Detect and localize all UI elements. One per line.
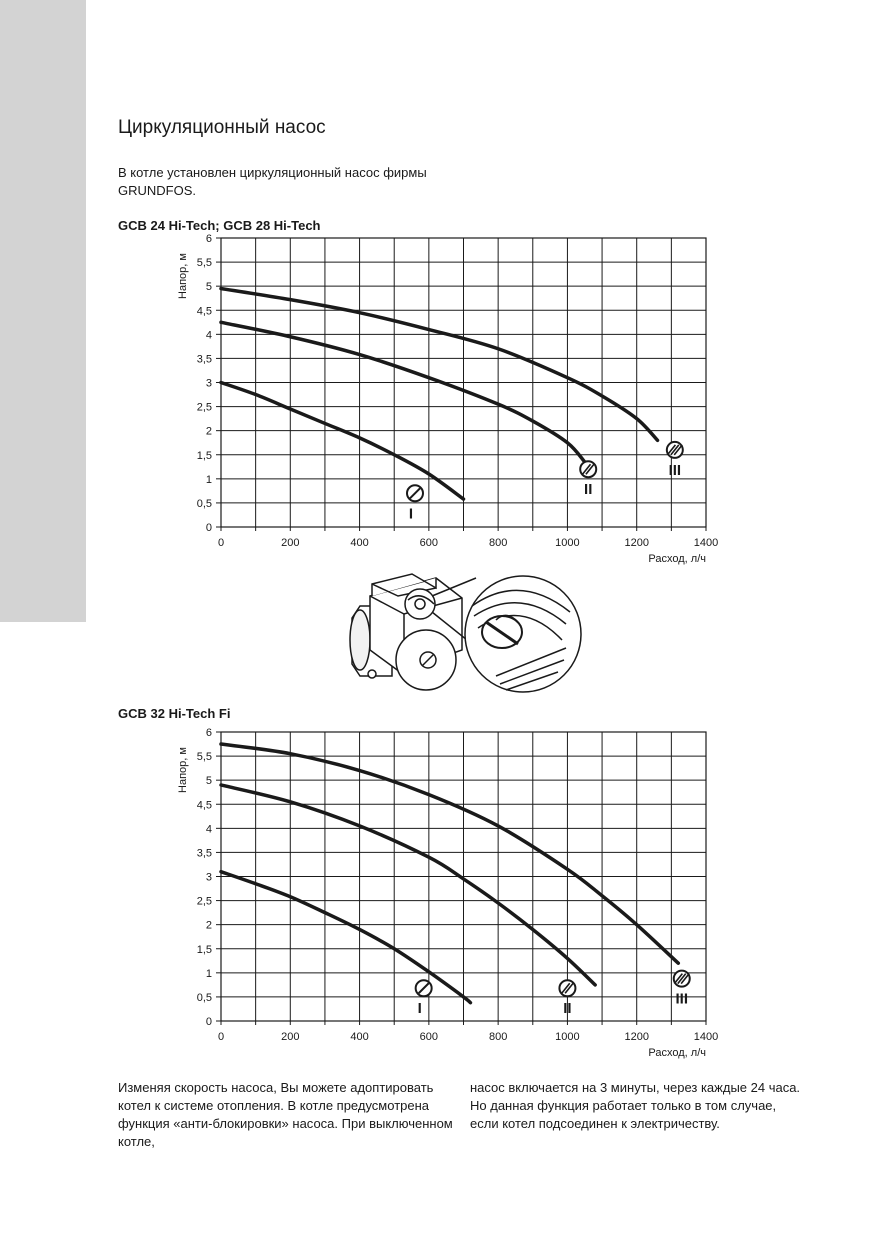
y-tick-label: 2 — [205, 919, 212, 932]
footer-left-paragraph: Изменяя скорость насоса, Вы можете адоптировать котел к системе отопления. В котле предусмотрена функция «анти-блокировки» насоса. При выключенном котле, — [118, 1080, 453, 1149]
footer-right-paragraph: насос включается на 3 минуты, через каждые 24 часа. Но данная функция работает только в том случае, если котел подсоединен к электричеству. — [470, 1080, 801, 1131]
series-line-ii — [221, 785, 595, 985]
x-tick-label: 1200 — [624, 537, 649, 549]
y-tick-label: 5,5 — [196, 257, 212, 270]
x-tick-label: 400 — [350, 1031, 369, 1043]
y-tick-label: 3 — [205, 871, 212, 884]
y-tick-label: 6 — [205, 233, 212, 245]
y-tick-label: 4,5 — [196, 305, 212, 318]
y-tick-label: 4,5 — [196, 799, 212, 812]
pump-with-speed-selector-illustration — [350, 574, 581, 692]
x-tick-label: 1000 — [555, 537, 580, 549]
chart1-title: GCB 24 Hi-Tech; GCB 28 Hi-Tech — [118, 218, 321, 233]
x-tick-label: 200 — [281, 1031, 300, 1043]
y-tick-label: 6 — [205, 727, 212, 739]
y-tick-label: 1,5 — [196, 943, 212, 956]
y-tick-label: 0 — [205, 1016, 212, 1028]
y-tick-label: 3 — [205, 377, 212, 390]
x-tick-label: 0 — [217, 1031, 225, 1043]
y-tick-label: 4 — [205, 329, 212, 342]
x-tick-label: 800 — [488, 1031, 508, 1043]
x-tick-label: 1000 — [555, 1031, 580, 1043]
x-axis-label: Расход, л/ч — [648, 1047, 706, 1059]
x-tick-label: 1400 — [693, 1031, 719, 1043]
series-line-iii — [221, 744, 678, 963]
series-line-i — [221, 383, 464, 500]
intro-paragraph: В котле установлен циркуляционный насос фирмы GRUNDFOS. — [118, 165, 427, 198]
speed-label-ii: II — [584, 481, 593, 499]
y-axis-label: Напор, м — [177, 747, 189, 793]
y-tick-label: 2 — [205, 425, 212, 438]
speed-knob-icon-ii — [580, 461, 596, 477]
y-tick-label: 3,5 — [196, 847, 212, 860]
speed-label-ii: II — [563, 1000, 572, 1018]
y-tick-label: 0,5 — [196, 991, 212, 1004]
y-tick-label: 2,5 — [196, 401, 212, 414]
y-tick-label: 5 — [205, 281, 212, 294]
chart-gcb24-28 — [177, 233, 718, 565]
x-tick-label: 400 — [350, 537, 369, 549]
series-line-ii — [221, 322, 585, 462]
speed-label-i: I — [408, 505, 414, 523]
x-tick-label: 600 — [419, 537, 439, 549]
x-tick-label: 0 — [217, 537, 225, 549]
speed-label-iii: III — [668, 461, 682, 479]
y-tick-label: 0,5 — [196, 497, 212, 510]
series-line-iii — [221, 289, 658, 441]
x-tick-label: 1200 — [624, 1031, 649, 1043]
speed-knob-icon-ii — [559, 980, 575, 996]
x-tick-label: 800 — [488, 537, 508, 549]
y-tick-label: 1,5 — [196, 449, 212, 462]
y-tick-label: 1 — [205, 473, 212, 486]
x-tick-label: 600 — [419, 1031, 439, 1043]
y-tick-label: 0 — [205, 522, 212, 534]
y-tick-label: 5,5 — [196, 751, 212, 764]
x-tick-label: 1400 — [693, 537, 719, 549]
y-tick-label: 3,5 — [196, 353, 212, 366]
y-axis-label: Напор, м — [177, 253, 189, 299]
y-tick-label: 1 — [205, 967, 212, 980]
speed-label-iii: III — [675, 990, 689, 1008]
y-tick-label: 5 — [205, 775, 212, 788]
page-title: Циркуляционный насос — [118, 117, 326, 138]
y-tick-label: 2,5 — [196, 895, 212, 908]
x-axis-label: Расход, л/ч — [648, 553, 706, 565]
speed-label-i: I — [417, 1000, 422, 1018]
chart-gcb32 — [177, 727, 718, 1059]
y-tick-label: 4 — [205, 823, 212, 836]
chart2-title: GCB 32 Hi-Tech Fi — [118, 706, 231, 721]
series-line-i — [221, 872, 470, 1003]
x-tick-label: 200 — [281, 537, 300, 549]
